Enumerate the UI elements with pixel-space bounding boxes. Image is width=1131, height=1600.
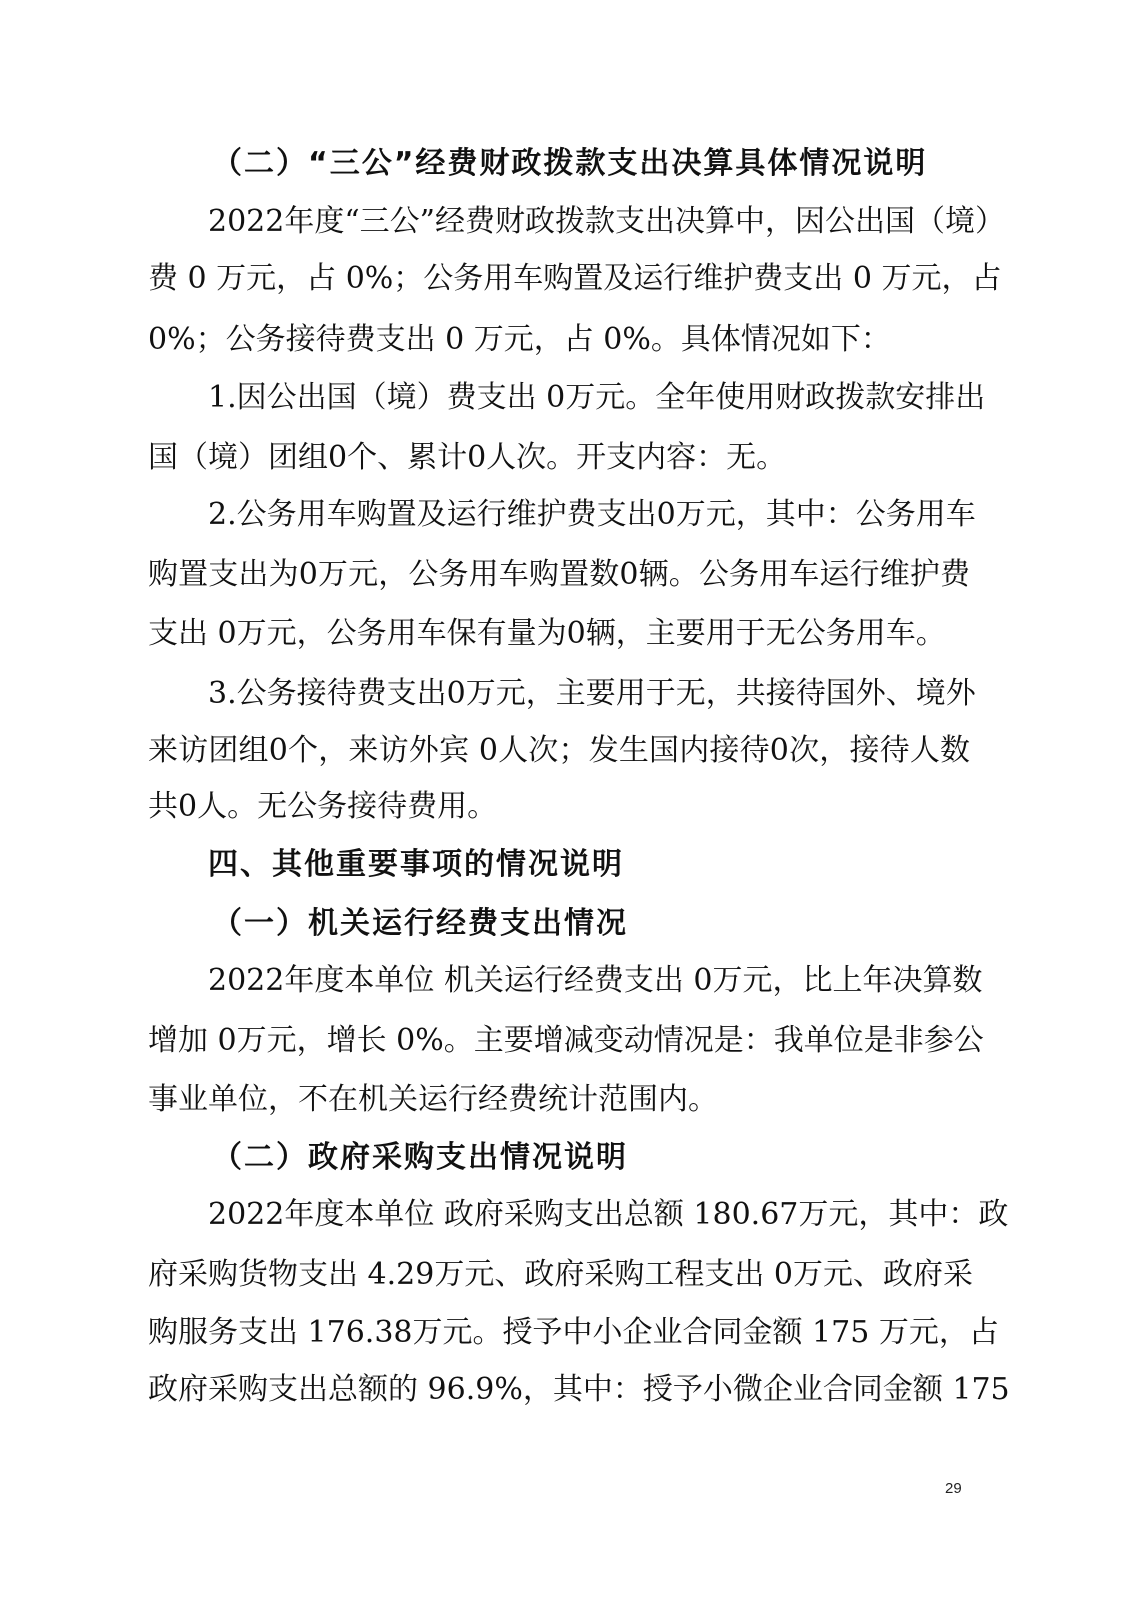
paragraph-line: 0%；公务接待费支出 0 万元，占 0%。具体情况如下： — [148, 322, 891, 357]
paragraph-line: 政府采购支出总额的 96.9%，其中：授予小微企业合同金额 175 — [148, 1372, 1010, 1407]
paragraph-line: 增加 0万元，增长 0%。主要增减变动情况是：我单位是非参公 — [148, 1023, 984, 1058]
paragraph-line: 支出 0万元，公务用车保有量为0辆，主要用于无公务用车。 — [148, 616, 946, 651]
paragraph-line: 2.公务用车购置及运行维护费支出0万元，其中：公务用车 — [208, 497, 976, 532]
paragraph-line: 2022年度本单位 机关运行经费支出 0万元，比上年决算数 — [208, 963, 983, 998]
paragraph-line: 购服务支出 176.38万元。授予中小企业合同金额 175 万元，占 — [148, 1315, 999, 1350]
paragraph-line: 2022年度本单位 政府采购支出总额 180.67万元，其中：政 — [208, 1197, 1009, 1232]
paragraph-line: 3.公务接待费支出0万元，主要用于无，共接待国外、境外 — [208, 676, 976, 711]
paragraph-line: 1.因公出国（境）费支出 0万元。全年使用财政拨款安排出 — [208, 380, 986, 415]
paragraph-line: 购置支出为0万元，公务用车购置数0辆。公务用车运行维护费 — [148, 557, 970, 592]
paragraph-line: 事业单位，不在机关运行经费统计范围内。 — [148, 1082, 718, 1117]
paragraph-line: 来访团组0个，来访外宾 0人次；发生国内接待0次，接待人数 — [148, 733, 970, 768]
paragraph-line: 国（境）团组0个、累计0人次。开支内容：无。 — [148, 440, 787, 475]
heading-section-four: 四、其他重要事项的情况说明 — [208, 847, 624, 882]
paragraph-line: 共0人。无公务接待费用。 — [148, 789, 498, 824]
heading-operating-costs: （一）机关运行经费支出情况 — [212, 906, 628, 941]
heading-procurement: （二）政府采购支出情况说明 — [212, 1140, 628, 1175]
page-number: 29 — [945, 1480, 962, 1497]
paragraph-line: 府采购货物支出 4.29万元、政府采购工程支出 0万元、政府采 — [148, 1257, 973, 1292]
paragraph-line: 费 0 万元，占 0%；公务用车购置及运行维护费支出 0 万元，占 — [148, 261, 1002, 296]
heading-three-public-expenses: （二）“三公”经费财政拨款支出决算具体情况说明 — [212, 146, 928, 181]
paragraph-line: 2022年度“三公”经费财政拨款支出决算中，因公出国（境） — [208, 204, 1006, 239]
